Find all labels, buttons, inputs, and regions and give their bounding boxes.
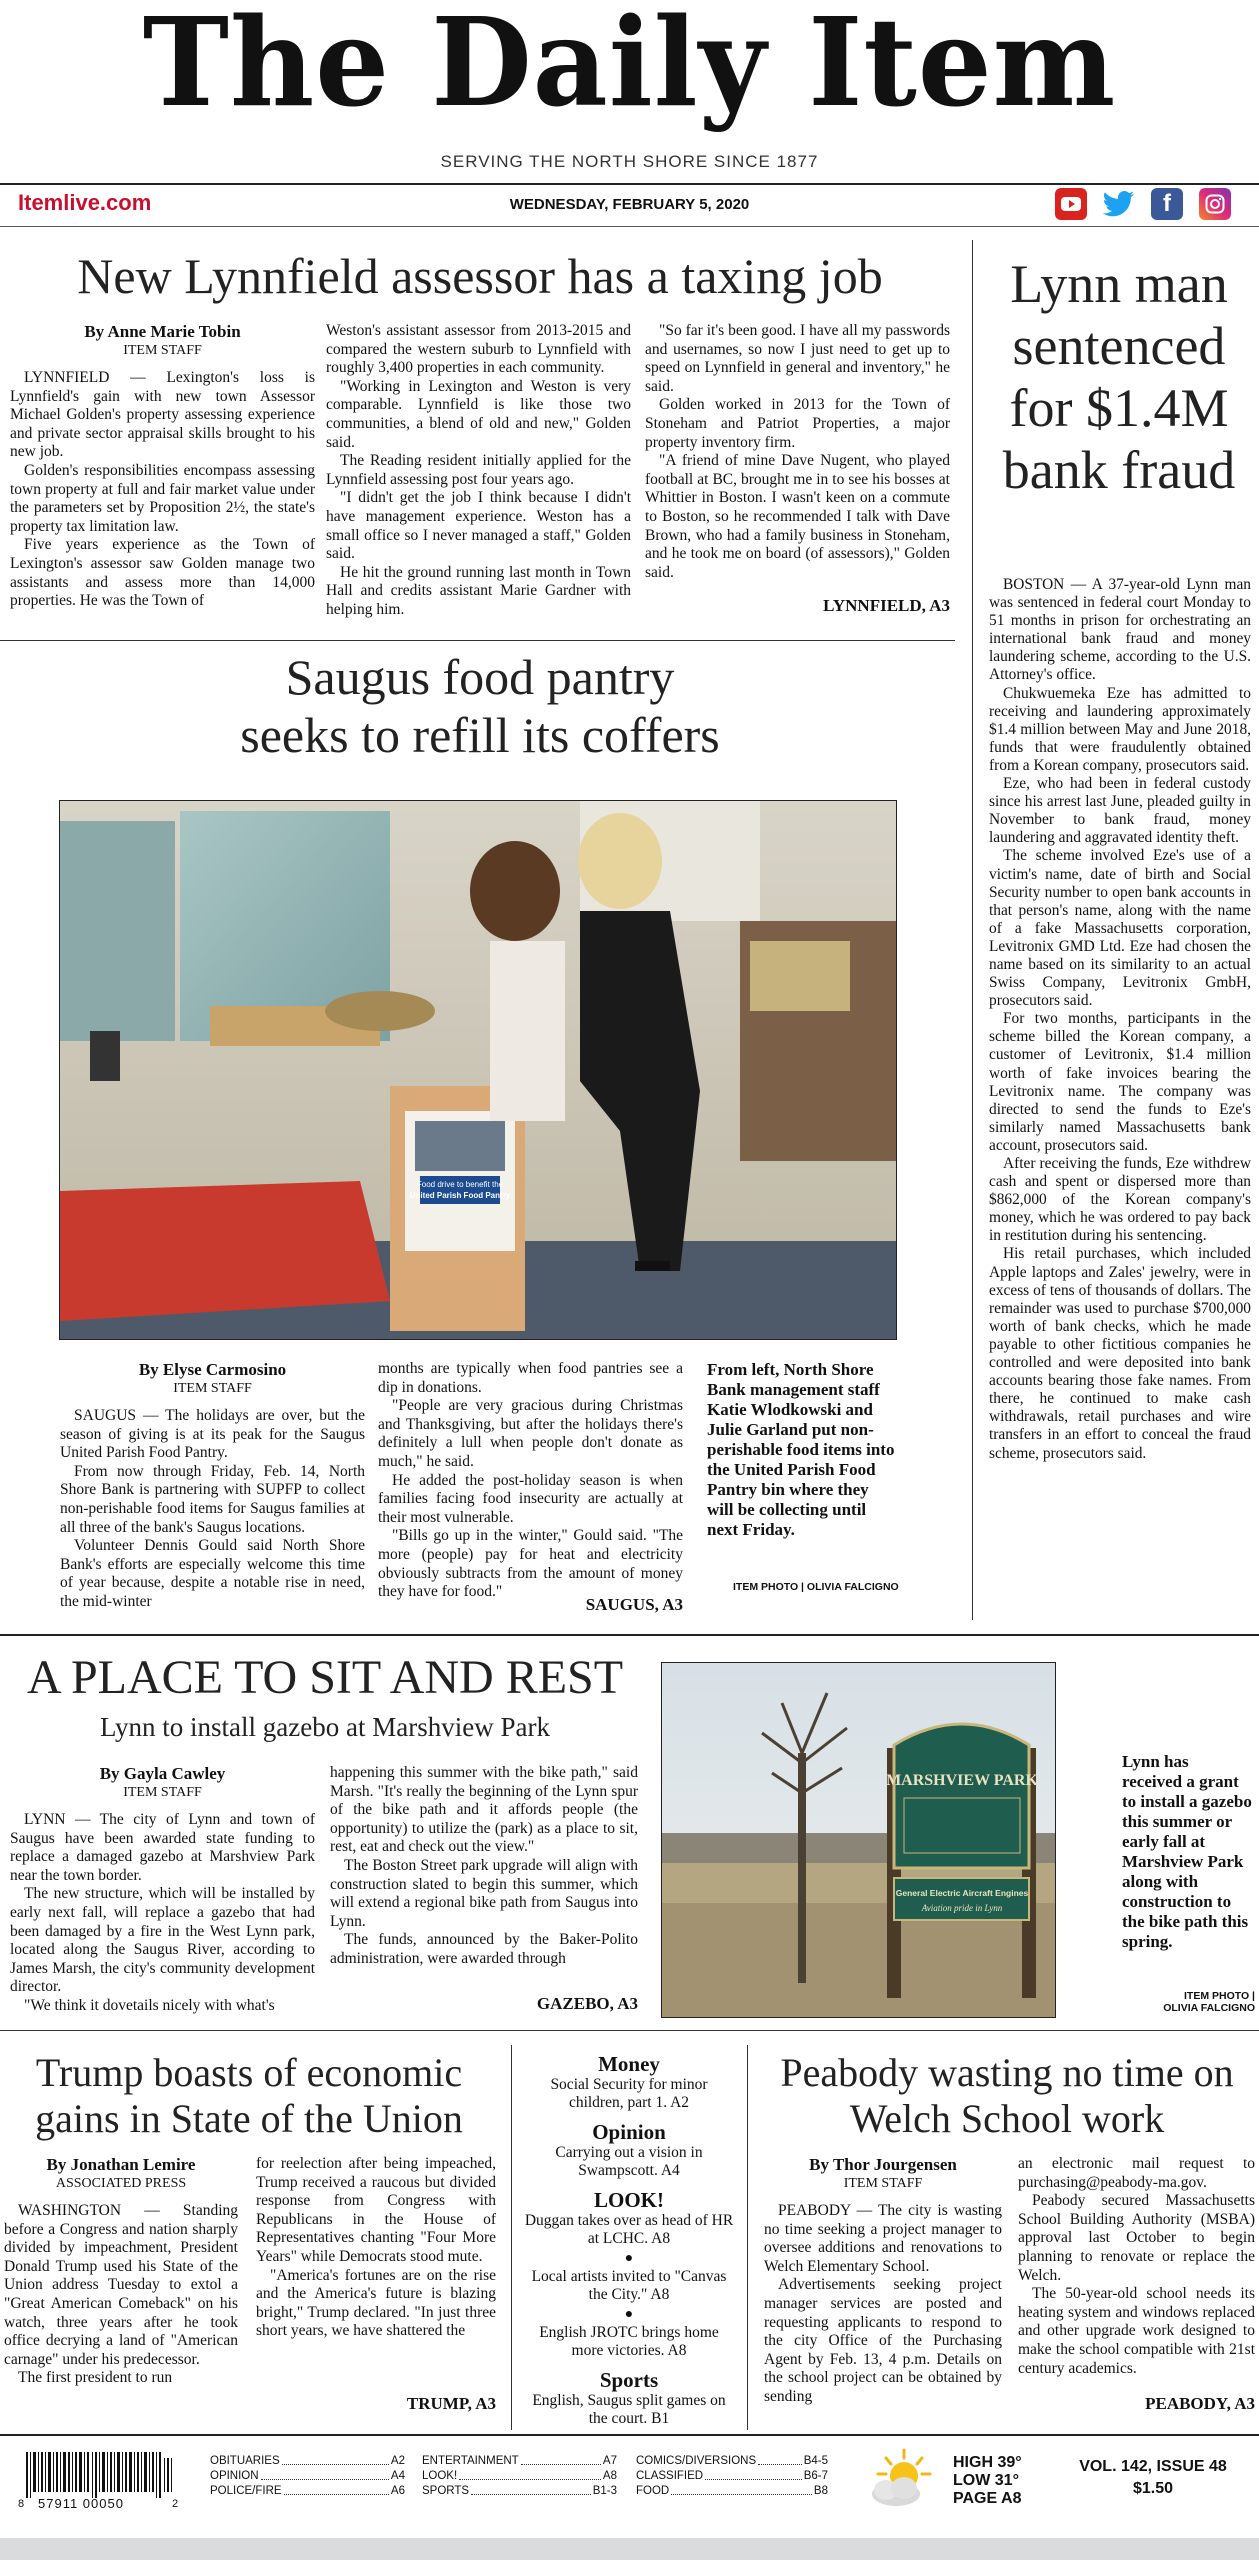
paragraph: The 50-year-old school needs its heating system and windows replaced and other upgrade work designed to make the school compatible with 21st century academics. [1018,2285,1255,2377]
paragraph: "People are very gracious during Christmas and Thanksgiving, but after the holidays there's definitely a lull when people don't donate as much," he said. [378,1397,683,1470]
index-item[interactable]: OPINION A4 [210,2470,405,2482]
teaser-opinion[interactable] [522,2120,736,2180]
gazebo-byline: By Gayla Cawley [99,1764,226,1783]
paragraph: "So far it's been good. I have all my passwords and usernames, so now I just need to get up to speed on Lynnfield in general and inventory," he said. [645,322,950,395]
paragraph: "Bills go up in the winter," Gould said. "The more (people) pay for heat and electricity obviously subtracts from the amount of money they have for food." [378,1527,683,1601]
photo-sign-line-1: Food drive to benefit the [416,1180,504,1189]
paragraph: The Boston Street park upgrade will align with construction slated to begin this summer, which will extend a regional bike path from Saugus into Lynn. [330,1856,638,1930]
paragraph: He hit the ground running last month in Town Hall and credits assistant Marie Gardner with helping him. [326,563,631,618]
gazebo-credit-line-1: ITEM PHOTO | [1184,1990,1255,2002]
peabody-byline: By Thor Jourgensen [809,2155,957,2174]
teaser-heading: Money [598,2052,660,2076]
section-rule [0,2030,1259,2031]
paragraph: Golden worked in 2013 for the Town of Stoneham and Patriot Properties, a major property inventory firm. [645,396,950,451]
gazebo-credit-line-2: OLIVIA FALCIGNO [1163,2002,1255,2014]
lynnfield-col-2 [326,322,631,620]
paragraph: an electronic mail request to purchasing@peabody-ma.gov. [1018,2155,1255,2191]
gazebo-headline[interactable]: A PLACE TO SIT AND REST [26,1651,624,1704]
teaser-heading: Opinion [592,2120,666,2144]
paragraph: The Reading resident initially applied for the Lynnfield assessing post four years ago. [326,452,631,488]
paragraph: LYNN — The city of Lynn and town of Saugus have been awarded state funding to replace a damaged gazebo at Marshview Park near the town border. [10,1811,315,1884]
lynnfield-byline: By Anne Marie Tobin [84,322,241,341]
twitter-icon[interactable] [1103,188,1135,220]
teaser-look[interactable] [522,2188,736,2248]
teaser-sports[interactable] [522,2368,736,2428]
paragraph: He added the post-holiday season is when families facing food insecurity are actually at their most vulnerable. [378,1471,683,1526]
paragraph: "Working in Lexington and Weston is very comparable. Lynnfield is like those two communities, a blend of old and new," Golden said. [326,377,631,451]
volume-issue: VOL. 142, ISSUE 48 [1079,2458,1227,2475]
index-item[interactable]: COMICS/DIVERSIONS B4-5 [636,2455,828,2467]
footer-bar [0,2538,1259,2560]
masthead-title: The Daily Item [142,0,1117,134]
lynnfield-staff: ITEM STAFF [123,343,202,358]
trump-col-2 [256,2155,496,2341]
masthead-tagline: SERVING THE NORTH SHORE SINCE 1877 [440,152,819,171]
footer-rule [0,2434,1259,2436]
barcode [14,2452,184,2512]
youtube-icon[interactable] [1055,188,1087,220]
index-item[interactable]: CLASSIFIED B6-7 [636,2470,828,2482]
site-link-label: Itemlive.com [18,190,152,215]
index-item[interactable]: SPORTS B1-3 [422,2485,617,2497]
saugus-col-2 [378,1360,683,1602]
column-divider [972,240,973,1620]
paragraph: Five years experience as the Town of Lexington's assessor saw Golden manage two assistants and assess more than 14,000 properties. He was the Town of [10,536,315,610]
index-item[interactable]: POLICE/FIRE A6 [210,2485,405,2497]
weather-page: PAGE A8 [953,2490,1022,2507]
paragraph: His retail purchases, which included Apple laptops and Zales' jewelry, were in excess of tens of thousands of dollars. The remainder was used to purchase $700,000 worth of bank checks, which he made payable to other fictitious companies he controlled and were deposited into bank accounts bearing those fake names. From there, he continued to make cash withdrawals, retail purchases and wire transfers in an effort to conceal the fraud scheme, prosecutors said. [989,1245,1251,1462]
bank-headline[interactable]: Lynn man sentenced for $1.4M bank fraud [1002,254,1236,500]
peabody-col-1 [764,2155,1002,2407]
paragraph: Chukwuemeka Eze has admitted to receiving and laundering approximately $1.4 million between May and June 2018, funds that were fraudulently obtained from a Korean company, prosecutors said. [989,684,1251,774]
masthead-rule-top [0,183,1259,185]
teaser-text: Carrying out a vision in Swampscott. A4 [555,2144,703,2179]
paragraph: Weston's assistant assessor from 2013-2015 and compared the western suburb to Lynnfield with roughly 3,400 properties in each community. [326,322,631,377]
gazebo-photo-caption: Lynn has received a grant to install a gazebo this summer or early fall at Marshview Park along with construction to the bike path this spring. [1122,1752,1252,1951]
saugus-headline[interactable] [10,648,950,764]
masthead-rule-bottom [0,226,1259,227]
teaser-text: English JROTC brings home more victories. A8 [539,2324,719,2359]
index-col-2 [422,2454,617,2499]
saugus-staff: ITEM STAFF [173,1381,252,1396]
teaser-jrotc[interactable] [522,2324,736,2360]
paragraph: Advertisements seeking project manager services are posted and requesting applicants to respond to the city Office of the Purchasing Agent by Feb. 13, 4 p.m. Details on the school project can be obtained by sending [764,2276,1002,2405]
saugus-headline-line-1: Saugus food pantry [285,649,675,705]
gazebo-body-1 [10,1811,315,2016]
issue-date: WEDNESDAY, FEBRUARY 5, 2020 [509,196,750,213]
column-divider [511,2045,512,2430]
instagram-icon[interactable] [1199,188,1231,220]
gazebo-photo-credit [1130,1990,1255,2014]
paragraph: for reelection after being impeached, Trump received a raucous but divided response from Congress with Republicans in the House of Representatives chanting "Four More Years" while Democrats stood mute. [256,2155,496,2265]
teaser-text: Local artists invited to "Canvas the City." A8 [531,2268,727,2303]
park-sign-ge: General Electric Aircraft Engines [895,1888,1029,1898]
paragraph: "I didn't get the job I think because I didn't have management experience. Weston has a small office so I never managed a staff," Golden said. [326,489,631,563]
bullet-icon: ● [624,2307,634,2322]
paragraph: The new structure, which will be installed by early next fall, will replace a gazebo that had been damaged by a fire in the West Lynn park, located along the Saugus River, according to James Marsh, the city's community development director. [10,1885,315,1996]
paragraph: BOSTON — A 37-year-old Lynn man was sentenced in federal court Monday to 51 months in prison for orchestrating an international bank fraud and money laundering scheme, according to the U.S. Attorney's office. [989,576,1251,684]
paragraph: For two months, participants in the scheme billed the Korean company, a customer of Levitronix, $1.4 million worth of fake invoices bearing the Levitronix name. The company was directed to send the funds to Eze's similarly named Massachusetts bank account, prosecutors said. [989,1010,1251,1154]
gazebo-jump[interactable]: GAZEBO, A3 [536,1994,638,2013]
saugus-photo-credit: ITEM PHOTO | OLIVIA FALCIGNO [733,1581,899,1593]
index-col-3 [636,2454,828,2499]
teaser-heading: LOOK! [593,2188,664,2212]
lynnfield-jump[interactable]: LYNNFIELD, A3 [823,596,950,615]
teaser-money[interactable] [522,2052,736,2112]
trump-col-1 [4,2155,238,2388]
index-col-1 [210,2454,405,2499]
gazebo-photo [661,1662,1056,2018]
park-sign-title: MARSHVIEW PARK [886,1772,1038,1789]
paragraph: The scheme involved Eze's use of a victim's name, date of birth and Social Security number to open bank accounts in that person's name, along with the name of a fake Massachusetts corporation, Levitronix GMD Ltd. Eze had chosen the name based on its similarity to an actual Swiss Company, Levitronix GmbH, prosecutors said. [989,847,1251,1010]
paragraph: WASHINGTON — Standing before a Congress and nation sharply divided by impeachment, President Donald Trump used his State of the Union address Tuesday to extol a "Great American Comeback" on his watch, three years after he took office decrying a land of "American carnage" under his predecessor. [4,2202,238,2368]
lynnfield-col-3 [645,322,950,582]
saugus-photo-caption: From left, North Shore Bank management staff Katie Wlodkowski and Julie Garland put non-perishable food items into the United Parish Food Pantry bin where they will be collecting until next Friday. [707,1360,895,1539]
trump-jump[interactable]: TRUMP, A3 [406,2394,496,2413]
paragraph: happening this summer with the bike path," said Marsh. "It's really the beginning of the Lynn spur of the bike path and it affords people (the opportunity) to utilize the (park) as a place to sit, rest, eat and check out the view." [330,1764,638,1856]
weather-box[interactable] [953,2454,1043,2508]
price: $1.50 [1132,2480,1174,2497]
paragraph: SAUGUS — The holidays are over, but the season of giving is at its peak for the Saugus United Parish Food Pantry. [60,1407,365,1462]
trump-staff: ASSOCIATED PRESS [55,2176,187,2191]
peabody-col-2 [1018,2155,1255,2378]
saugus-headline-line-2: seeks to refill its coffers [240,707,720,763]
paragraph: Golden's responsibilities encompass assessing town property at full and fair market value under the parameters set by Proposition 2½, the state's property tax limitation law. [10,461,315,535]
lynnfield-body-1 [10,369,315,611]
peabody-jump[interactable]: PEABODY, A3 [1145,2394,1255,2413]
bullet-icon: ● [624,2251,634,2266]
paragraph: "We think it dovetails nicely with what's [24,1996,275,2014]
peabody-staff: ITEM STAFF [843,2176,923,2191]
bank-body [989,576,1251,1463]
paragraph: months are typically when food pantries see a dip in donations. [378,1360,683,1396]
divider [0,640,955,641]
teaser-artists[interactable] [522,2268,736,2304]
index-item[interactable]: LOOK! A8 [422,2470,617,2482]
barcode-digit-left: 8 [18,2498,25,2510]
gazebo-staff: ITEM STAFF [123,1785,202,1800]
trump-body-1 [4,2202,238,2388]
teaser-text: Social Security for minor children, part 1. A2 [550,2076,708,2111]
paragraph: LYNNFIELD — Lexington's loss is Lynnfield's gain with new town Assessor Michael Golden's property assessing experience and private sector appraisal skills brought to his new job. [10,369,315,461]
paragraph: The first president to run [18,2369,173,2387]
teaser-heading: Sports [599,2368,659,2392]
peabody-headline[interactable]: Peabody wasting no time on Welch School work [780,2050,1234,2141]
gazebo-col-1 [10,1764,315,2016]
gazebo-subhead: Lynn to install gazebo at Marshview Park [100,1712,550,1742]
lynnfield-headline[interactable]: New Lynnfield assessor has a taxing job [77,248,883,304]
gazebo-col-2 [330,1764,638,1969]
column-divider [747,2045,748,2430]
trump-headline[interactable]: Trump boasts of economic gains in State of the Union [35,2050,463,2141]
index-item[interactable]: ENTERTAINMENT A7 [422,2455,617,2467]
trump-byline: By Jonathan Lemire [46,2155,196,2174]
paragraph: Eze, who had been in federal custody since his arrest last June, pleaded guilty in November to bank fraud, money laundering and aggravated identity theft. [989,775,1251,847]
photo-sign-line-2: United Parish Food Pantry [409,1191,511,1200]
saugus-jump[interactable]: SAUGUS, A3 [585,1595,683,1614]
section-rule [0,1634,1259,1636]
paragraph: PEABODY — The city is wasting no time seeking a project manager to oversee additions and renovations to Welch Elementary School. [764,2202,1002,2275]
facebook-icon[interactable]: f [1151,188,1183,220]
weather-low: LOW 31° [953,2472,1019,2489]
paragraph: After receiving the funds, Eze withdrew cash and spent or dispersed more than $862,000 of the Korean company's money, which he was ordered to pay back in restitution during his sentencing. [989,1155,1251,1245]
paragraph: The funds, announced by the Baker-Polito administration, were awarded through [330,1931,638,1967]
barcode-digits: 57911 00050 [38,2496,124,2511]
teaser-text: Duggan takes over as head of HR at LCHC. A8 [524,2212,734,2247]
park-sign-pride: Aviation pride in Lynn [921,1903,1003,1913]
peabody-body-1 [764,2202,1002,2407]
saugus-byline: By Elyse Carmosino [138,1360,287,1379]
paragraph: "A friend of mine Dave Nugent, who played football at BC, brought me in to see his bosses at Whittier in Boston. I wasn't keen on a commute to Boston, so he recommended I talk with Dave Brown, who had a family business in Stoneham, and he took me on board (of assessors)," Golden said. [645,452,950,581]
teaser-column [522,2052,736,2428]
paragraph: Peabody secured Massachusetts School Building Authority (MSBA) approval last October to begin planning to renovate or replace the Welch. [1018,2192,1255,2284]
lynnfield-col-1 [10,322,315,611]
saugus-photo [59,800,897,1340]
index-item[interactable]: FOOD B8 [636,2485,828,2497]
partly-cloudy-icon [866,2448,932,2510]
index-item[interactable]: OBITUARIES A2 [210,2455,405,2467]
barcode-digit-right: 2 [172,2498,179,2510]
weather-high: HIGH 39° [953,2454,1022,2471]
saugus-body-1 [60,1407,365,1612]
paragraph: "America's fortunes are on the rise and the America's future is blazing bright," Trump declared. "In just three short years, we have shattered the [256,2266,496,2340]
paragraph: From now through Friday, Feb. 14, North Shore Bank is partnering with SUPFP to collect non-perishable food items for Saugus families at all three of the bank's Saugus locations. [60,1462,365,1536]
paragraph: Volunteer Dennis Gould said North Shore Bank's efforts are especially welcome this time of year because, despite a notable rise in need, the mid-winter [60,1537,365,1610]
issue-info [1058,2456,1248,2500]
teaser-text: English, Saugus split games on the court. B1 [532,2392,726,2427]
saugus-col-1 [60,1360,365,1612]
